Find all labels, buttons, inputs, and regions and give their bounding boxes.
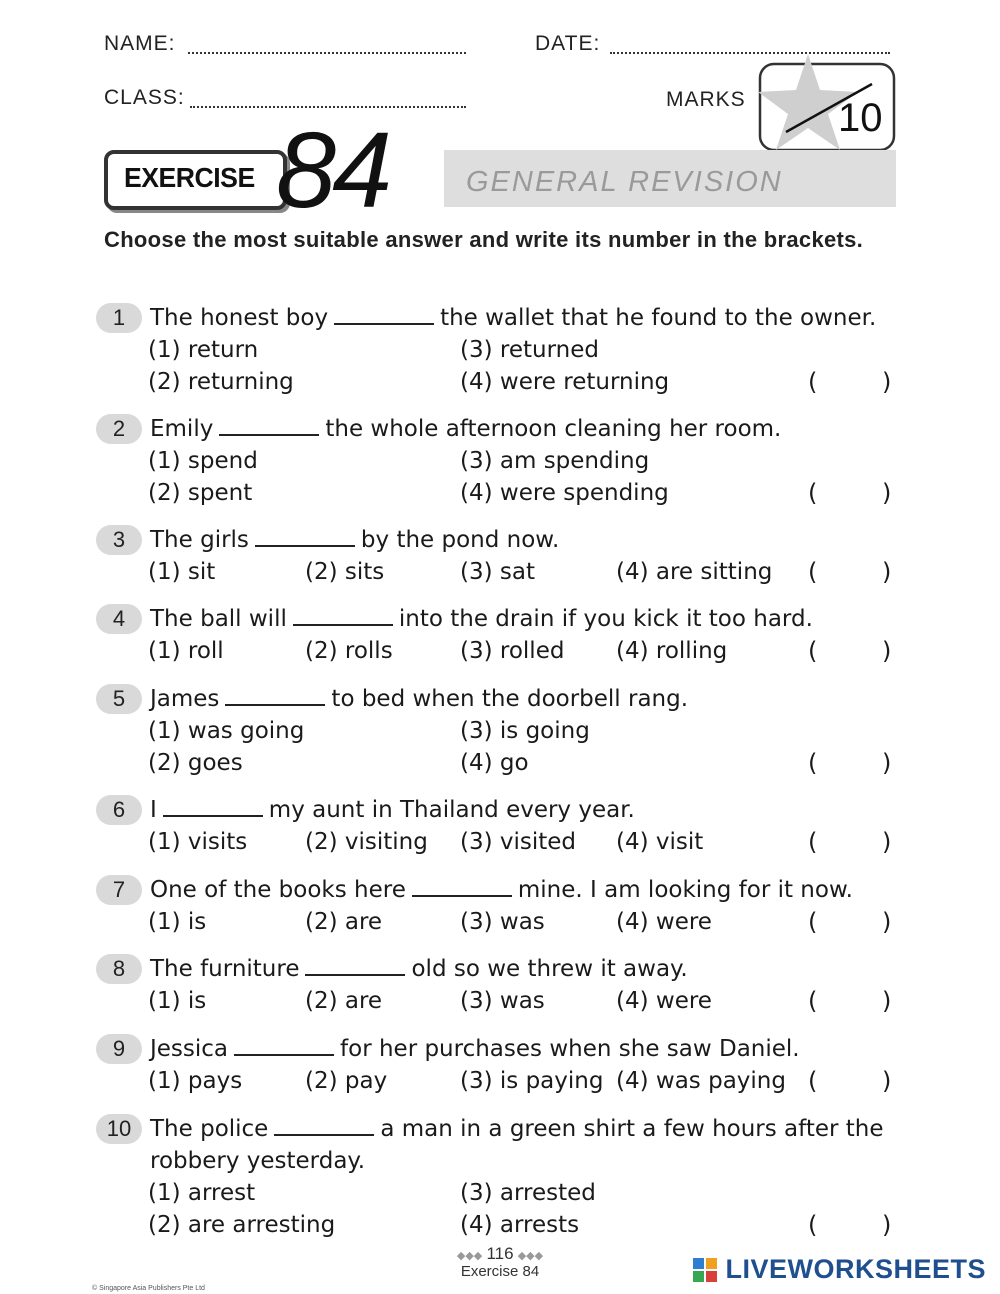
answer-box[interactable] [826,479,878,507]
answer-bracket-close: ) [882,637,892,665]
answer-option: (4) arrests [460,1212,580,1238]
answer-bracket-close: ) [882,368,892,396]
question-number: 1 [96,303,142,333]
question-stem-start: One of the books here [150,877,406,903]
question-stem-end: to bed when the doorbell rang. [331,686,689,712]
answer-option: (1) visits [148,829,248,855]
answer-option: (3) arrested [460,1180,596,1206]
answer-box[interactable] [826,908,878,936]
answer-bracket-close: ) [882,1067,892,1095]
question-number: 2 [96,414,142,444]
answer-bracket-open: ( [808,558,818,586]
question-stem-end: for her purchases when she saw Daniel. [340,1036,800,1062]
question-stem-start: Jessica [150,1036,229,1062]
answer-option: (3) is going [460,718,590,744]
answer-blank [293,610,393,626]
question-stem-end: the whole afternoon cleaning her room. [325,416,782,442]
answer-option: (4) were returning [460,369,670,395]
answer-option: (3) visited [460,829,577,855]
question-number: 10 [96,1114,142,1144]
answer-blank [334,309,434,325]
answer-option: (1) pays [148,1068,243,1094]
answer-bracket-close: ) [882,908,892,936]
answer-option: (3) rolled [460,638,565,664]
answer-blank [274,1120,374,1136]
answer-box[interactable] [826,749,878,777]
answer-box[interactable] [826,637,878,665]
question-text [150,683,688,715]
question-text [150,1113,884,1145]
copyright: © Singapore Asia Publishers Pte Ltd [92,1285,205,1292]
liveworksheets-brand: LIVEWORKSHEETS [725,1254,986,1284]
answer-option: (2) are arresting [148,1212,336,1238]
answer-bracket-open: ( [808,479,818,507]
question-number: 8 [96,954,142,984]
question-stem-end: old so we threw it away. [411,956,688,982]
answer-bracket-close: ) [882,1211,892,1239]
answer-option: (2) returning [148,369,294,395]
answer-bracket-close: ) [882,749,892,777]
question-stem-start: James [150,686,220,712]
answer-option: (4) were [616,909,712,935]
answer-bracket-open: ( [808,908,818,936]
diamond-icon: ◆◆◆ [517,1250,544,1262]
answer-option: (1) is [148,909,207,935]
answer-bracket-close: ) [882,558,892,586]
answer-option: (3) was [460,988,545,1014]
question-number: 7 [96,875,142,905]
question-text-continued: robbery yesterday. [150,1148,366,1174]
answer-option: (1) arrest [148,1180,256,1206]
answer-option: (3) sat [460,559,535,585]
question-text [150,413,781,445]
question-stem-start: The police [150,1116,269,1142]
answer-option: (4) were [616,988,712,1014]
question-stem-start: I [150,797,157,823]
answer-option: (4) are sitting [616,559,773,585]
answer-blank [225,690,325,706]
question-number: 4 [96,604,142,634]
answer-bracket-close: ) [882,479,892,507]
answer-option: (2) goes [148,750,243,776]
answer-option: (1) roll [148,638,224,664]
answer-option: (4) were spending [460,480,669,506]
question-stem-end: into the drain if you kick it too hard. [398,606,813,632]
question-text [150,302,876,334]
question-stem-end: my aunt in Thailand every year. [268,797,635,823]
question-stem-end: the wallet that he found to the owner. [440,305,877,331]
question-number: 6 [96,795,142,825]
question-stem-start: The girls [150,527,249,553]
answer-bracket-open: ( [808,1067,818,1095]
marks-total: 10 [838,96,883,140]
question-stem-start: The honest boy [150,305,329,331]
question-stem-start: The ball will [150,606,287,632]
page-number-row [430,1244,570,1264]
question-text [150,874,853,906]
marks-label: MARKS [666,88,746,111]
answer-box[interactable] [826,828,878,856]
answer-bracket-open: ( [808,368,818,396]
question-stem-start: The furniture [150,956,300,982]
class-label: CLASS: [104,86,185,109]
page-number: 116 [486,1244,514,1263]
answer-option: (2) are [305,988,383,1014]
answer-option: (3) was [460,909,545,935]
answer-option: (4) was paying [616,1068,786,1094]
liveworksheets-logo-icon [693,1258,717,1282]
name-field[interactable] [188,38,466,54]
answer-blank [412,881,512,897]
answer-option: (2) spent [148,480,253,506]
question-text [150,524,559,556]
answer-blank [234,1040,334,1056]
answer-option: (1) is [148,988,207,1014]
answer-option: (3) am spending [460,448,650,474]
answer-box[interactable] [826,1067,878,1095]
name-label: NAME: [104,32,176,55]
answer-blank [255,531,355,547]
answer-box[interactable] [826,368,878,396]
answer-option: (2) are [305,909,383,935]
answer-bracket-close: ) [882,828,892,856]
answer-option: (1) was going [148,718,305,744]
answer-bracket-open: ( [808,749,818,777]
question-text [150,603,813,635]
diamond-icon: ◆◆◆ [456,1250,483,1262]
exercise-label: EXERCISE [124,162,255,193]
answer-option: (4) visit [616,829,704,855]
question-stem-end: mine. I am looking for it now. [517,877,853,903]
answer-blank [163,801,263,817]
question-number: 9 [96,1034,142,1064]
answer-option: (4) go [460,750,529,776]
answer-bracket-open: ( [808,1211,818,1239]
answer-option: (3) returned [460,337,599,363]
question-number: 3 [96,525,142,555]
answer-blank [219,420,319,436]
answer-box[interactable] [826,558,878,586]
answer-box[interactable] [826,1211,878,1239]
question-text [150,953,688,985]
question-stem-end: a man in a green shirt a few hours after the [380,1116,884,1142]
exercise-number: 84 [276,109,389,230]
answer-option: (2) sits [305,559,385,585]
answer-box[interactable] [826,987,878,1015]
answer-blank [305,960,405,976]
answer-option: (2) rolls [305,638,393,664]
question-text [150,794,635,826]
exercise-ref: Exercise 84 [460,1263,540,1280]
answer-option: (4) rolling [616,638,728,664]
answer-bracket-open: ( [808,987,818,1015]
answer-option: (1) return [148,337,259,363]
answer-option: (2) visiting [305,829,428,855]
question-stem-end: by the pond now. [360,527,560,553]
answer-option: (1) sit [148,559,216,585]
answer-bracket-open: ( [808,828,818,856]
topic-title: GENERAL REVISION [466,166,783,198]
answer-option: (2) pay [305,1068,388,1094]
answer-option: (1) spend [148,448,258,474]
question-number: 5 [96,684,142,714]
date-label: DATE: [535,32,601,55]
answer-option: (3) is paying [460,1068,604,1094]
answer-bracket-open: ( [808,637,818,665]
question-text [150,1033,800,1065]
question-stem-start: Emily [150,416,214,442]
instruction-text: Choose the most suitable answer and write its number in the brackets. [104,227,864,252]
class-field[interactable] [190,92,466,108]
answer-bracket-close: ) [882,987,892,1015]
